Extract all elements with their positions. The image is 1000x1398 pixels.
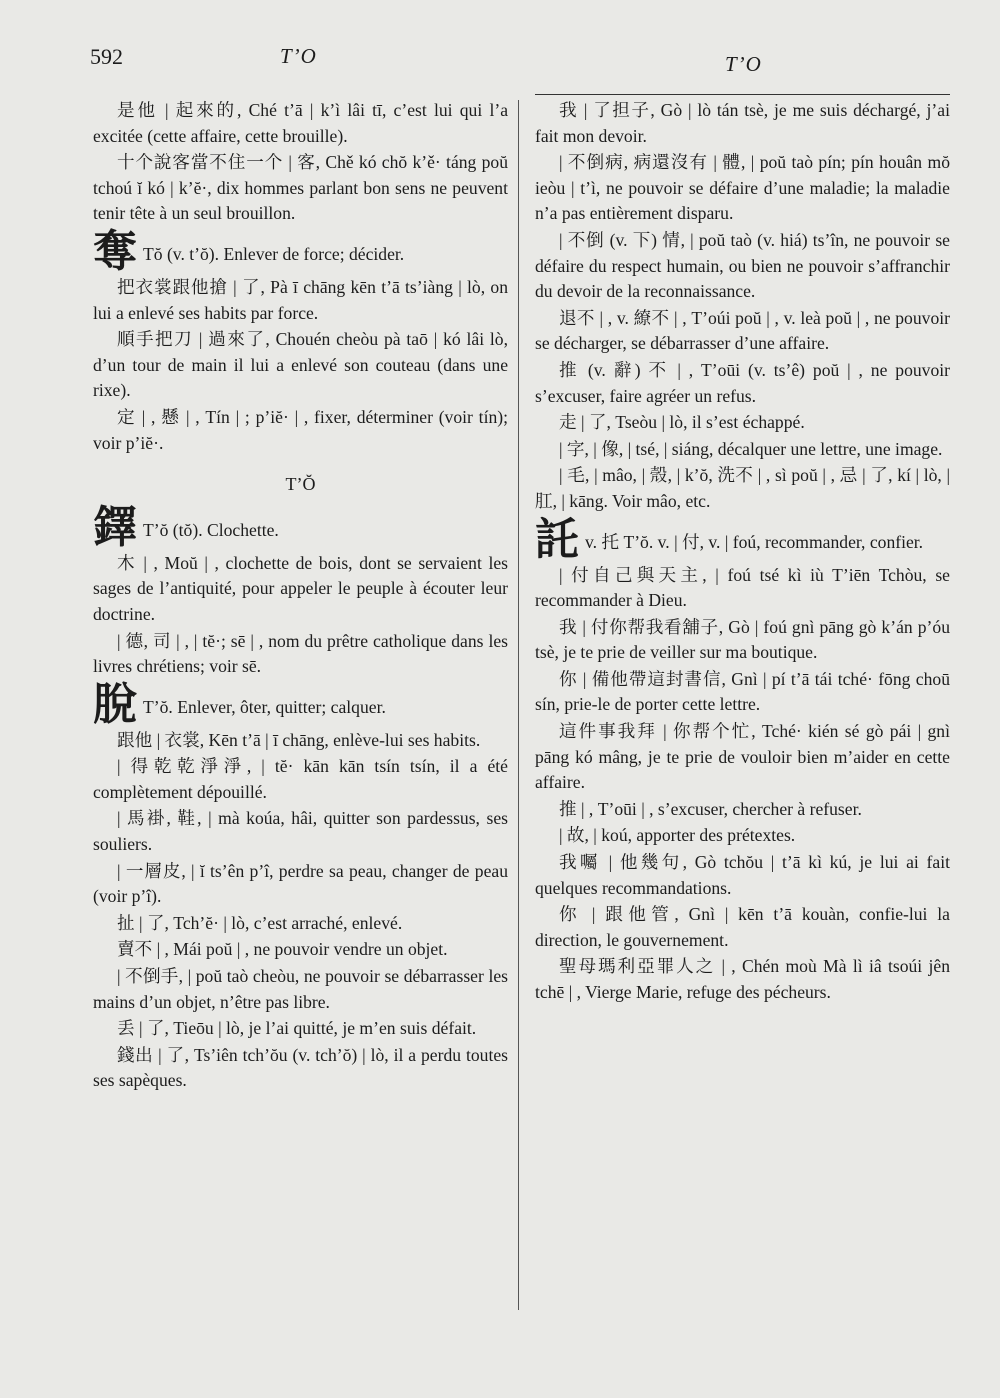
dictionary-entry: | 付自己與天主, | foú tsé kì iù T’iēn Tchòu, se recommander à Dieu. xyxy=(535,564,950,611)
dictionary-entry: 定 | , 懸 | , Tín | ; p’iĕ· | , fixer, déterminer (voir tín); voir p’iĕ·. xyxy=(93,406,508,453)
headword-definition: v. 托 T’ŏ. v. | 付, v. | foú, recommander, confier. xyxy=(585,531,924,552)
headword-character: 奪 xyxy=(93,225,137,277)
running-title-left: T’O xyxy=(280,44,317,68)
headword-entry xyxy=(93,225,508,277)
dictionary-entry: 順手把刀 | 過來了, Chouén cheòu pà taō | kó lâi lò, d’un tour de main il lui a enlevé son couteau (dans une rixe). xyxy=(93,329,508,401)
headword-definition: T’ŏ (tŏ). Clochette. xyxy=(143,519,279,540)
dictionary-entry: | 一層皮, | ĭ ts’ên p’î, perdre sa peau, changer de peau (voir p’î). xyxy=(93,860,508,907)
dictionary-entry: 你 | 備他帶這封書信, Gnì | pí t’ā tái tché· fōng choū sín, prie-le de porter cette lettre. xyxy=(535,668,950,715)
dictionary-entry: 推 (v. 辭) 不 | , T’oūi (v. ts’ê) poŭ | , ne pouvoir s’excuser, faire agréer un refus. xyxy=(535,359,950,406)
dictionary-entry: 我 | 付你帮我看舖子, Gò | foú gnì pāng gò k’án p’óu tsè, je te prie de veiller sur ma boutique. xyxy=(535,616,950,663)
column-divider xyxy=(518,100,519,1310)
dictionary-entry: | 字, | 像, | tsé, | siáng, décalquer une lettre, une image. xyxy=(559,438,943,459)
dictionary-entry: 木 | , Moŭ | , clochette de bois, dont se servaient les sages de l’antiquité, pour appeler le peuple à écouter leur doctrine. xyxy=(93,552,508,624)
left-column xyxy=(93,98,508,1095)
right-column xyxy=(535,98,950,1007)
dictionary-entry: | 不倒病, 病還沒有 | 體, | poŭ taò pín; pín houân mŏ ieòu | t’ì, ne pouvoir se défaire d’une maladie; la maladie n’a pas entièrement disparu. xyxy=(535,152,950,224)
headword-character: 脫 xyxy=(93,678,137,730)
dictionary-entry: | 得乾乾淨淨, | tĕ· kān kān tsín tsín, il a été complètement dépouillé. xyxy=(93,756,508,802)
dictionary-entry: 丢 | 了, Tieōu | lò, je l’ai quitté, je m’en suis défait. xyxy=(117,1018,477,1039)
header-rule xyxy=(535,94,950,95)
dictionary-entry: 是他 | 起來的, Ché t’ā | k’ì lâi tī, c’est lui qui l’a excitée (cette affaire, cette brouille). xyxy=(93,100,508,146)
headword-entry xyxy=(93,501,508,553)
dictionary-entry: 這件事我拜 | 你帮个忙, Tché· kién sé gò pái | gnì pāng kó mâng, je te prie de vouloir bien m’aider en cette affaire. xyxy=(535,721,950,793)
headword-entry xyxy=(93,678,508,730)
dictionary-entry: 跟他 | 衣裳, Kēn t’ā | ī chāng, enlève-lui ses habits. xyxy=(117,729,481,750)
dictionary-entry: 我 | 了担子, Gò | lò tán tsè, je me suis déchargé, j’ai fait mon devoir. xyxy=(535,100,950,146)
dictionary-entry: 推 | , T’oūi | , s’excuser, chercher à refuser. xyxy=(559,798,862,819)
dictionary-entry: 賣不 | , Mái poŭ | , ne pouvoir vendre un objet. xyxy=(117,939,448,960)
dictionary-entry: 你 | 跟他管, Gnì | kēn t’ā kouàn, confie-lui la direction, le gouvernement. xyxy=(535,904,950,950)
headword-definition: Tŏ (v. t’ŏ). Enlever de force; décider. xyxy=(143,243,405,264)
section-heading: T’Ŏ xyxy=(285,474,316,495)
dictionary-entry: | 故, | koú, apporter des prétextes. xyxy=(559,825,796,846)
dictionary-entry: | 毛, | mâo, | 殼, | k’ŏ, 洗不 | , sì poŭ | , 忌 | 了, kí | lò, | 肛, | kāng. Voir mâo, etc. xyxy=(535,465,950,511)
dictionary-entry: | 德, 司 | , | tĕ·; sē | , nom du prêtre catholique dans les livres chrétiens; voir sē. xyxy=(93,630,508,677)
headword-definition: T’ŏ. Enlever, ôter, quitter; calquer. xyxy=(143,696,386,717)
dictionary-entry: 退不 | , v. 繚不 | , T’oúi poŭ | , v. leà poŭ | , ne pouvoir se décharger, se débarrasser d’une affaire. xyxy=(535,307,950,354)
headword-character: 鐸 xyxy=(93,501,137,553)
dictionary-entry: 錢出 | 了, Ts’iên tch’ŏu (v. tch’ŏ) | lò, il a perdu toutes ses sapèques. xyxy=(93,1044,508,1091)
page-number: 592 xyxy=(90,44,123,69)
dictionary-entry: 把衣裳跟他搶 | 了, Pà ī chāng kēn t’ā ts’iàng | lò, on lui a enlevé ses habits par force. xyxy=(93,276,508,323)
headword-entry xyxy=(535,513,950,565)
dictionary-entry: | 不倒手, | poŭ taò cheòu, ne pouvoir se débarrasser les mains d’un objet, n’être pas libre. xyxy=(93,966,508,1012)
headword-character: 託 xyxy=(535,513,579,565)
dictionary-entry: 聖母瑪利亞罪人之 | , Chén moù Mà lì iâ tsoúi jên tchē | , Vierge Marie, refuge des pécheurs. xyxy=(535,956,950,1002)
dictionary-entry: 十个說客當不住一个 | 客, Chě kó chŏ k’ě· táng poŭ tchoú ĭ kó | k’ĕ·, dix hommes parlant bon sens ne peuvent tenir tête à un seul brouillon. xyxy=(93,152,508,224)
dictionary-entry: | 不倒 (v. 下) 情, | poŭ taò (v. hiá) ts’în, ne pouvoir se défaire du respect humain, ou bien ne pouvoir s’affranchir du devoir de la reconnaissance. xyxy=(535,229,950,302)
dictionary-entry: 我囑 | 他幾句, Gò tchŏu | t’ā kì kú, je lui ai fait quelques recommandations. xyxy=(535,852,950,898)
dictionary-entry: 走 | 了, Tseòu | lò, il s’est échappé. xyxy=(559,412,805,433)
dictionary-entry: | 馬褂, 鞋, | mà koúa, hâi, quitter son pardessus, ses souliers. xyxy=(93,808,508,855)
dictionary-entry: 扯 | 了, Tch’ĕ· | lò, c’est arraché, enlevé. xyxy=(117,912,403,933)
running-title-right: T’O xyxy=(725,52,762,76)
page-header xyxy=(0,44,1000,78)
